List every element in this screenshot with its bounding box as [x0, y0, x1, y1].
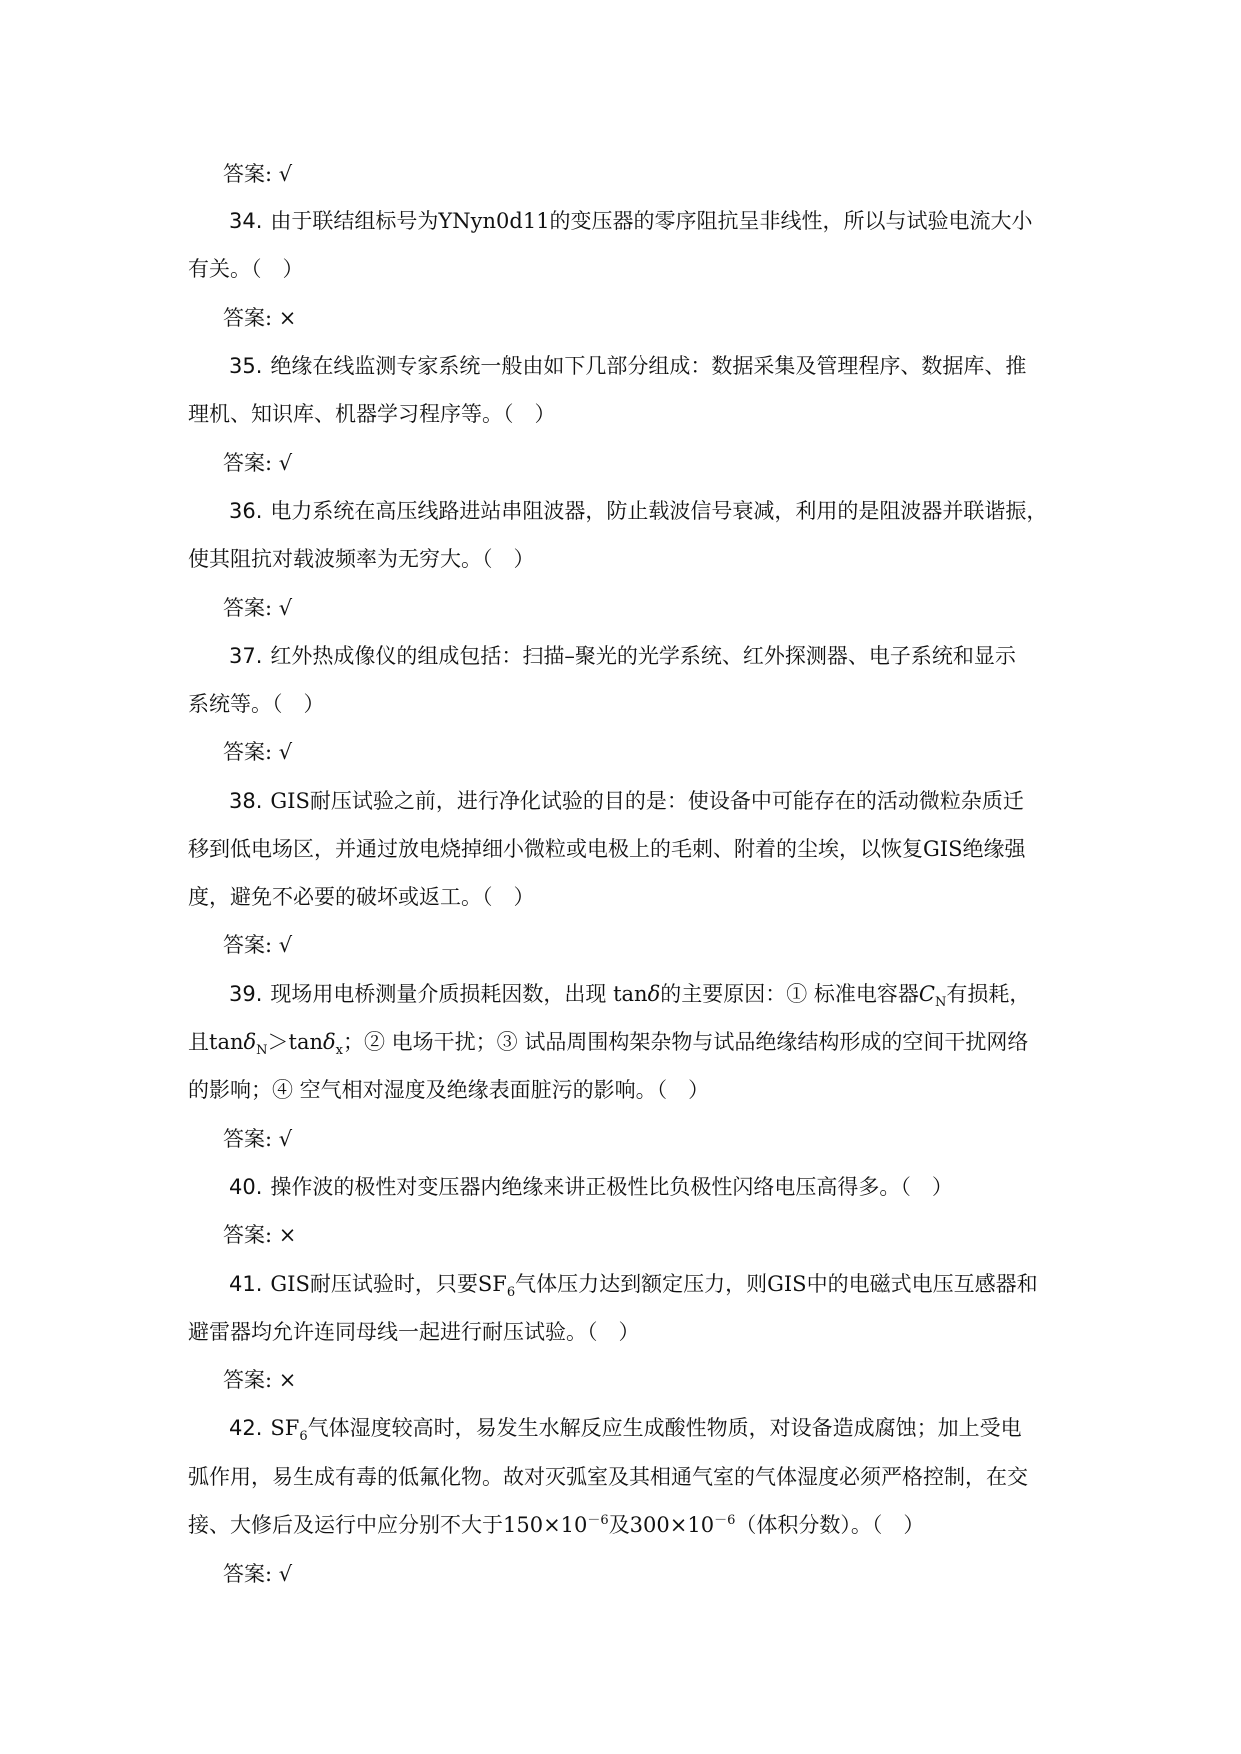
question-35-line-1 [229, 352, 1026, 380]
question-42-text-3c: 及300×10 [608, 1513, 715, 1537]
question-39-line-3: 的影响；④ 空气相对湿度及绝缘表面脏污的影响。（ ） [188, 1078, 710, 1102]
question-41-line-2: 避雷器均允许连同母线一起进行耐压试验。（ ） [188, 1320, 640, 1344]
question-39-text-2a: 且tan [188, 1030, 244, 1054]
question-39-number: 39. [229, 982, 263, 1006]
question-42-line-3 [188, 1511, 924, 1539]
answer-38: 答案: √ [223, 933, 293, 957]
question-36-line-1 [229, 497, 1047, 525]
question-42-line-1 [229, 1414, 1022, 1445]
question-39-n-subscript: N [256, 1043, 268, 1059]
question-37-line-1 [229, 642, 1016, 670]
question-40-number: 40. [229, 1175, 263, 1199]
question-41-number: 41. [229, 1272, 263, 1296]
question-39-delta-n: δ [243, 1030, 257, 1054]
question-39-text-1a: 现场用电桥测量介质损耗因数，出现 [270, 982, 607, 1006]
question-39-text-1g: 有损耗， [946, 982, 1031, 1006]
question-38-line-2: 移到低电场区，并通过放电烧掉细小微粒或电极上的毛刺、附着的尘埃，以恢复GIS绝缘强 [188, 837, 1026, 861]
question-39-line-1 [229, 980, 1031, 1011]
question-39-text-1d: 的主要原因：① 标准电容器 [660, 982, 919, 1006]
question-36-line-2: 使其阻抗对载波频率为无穷大。（ ） [188, 547, 535, 571]
question-40-text-1: 操作波的极性对变压器内绝缘来讲正极性比负极性闪络电压高得多。（ ） [270, 1175, 953, 1199]
question-36-number: 36. [229, 499, 263, 523]
question-41-sf6-subscript: 6 [506, 1285, 516, 1301]
question-39-line-2 [188, 1028, 1029, 1059]
question-34-text-1: 由于联结组标号为YNyn0d11的变压器的零序阻抗呈非线性，所以与试验电流大小 [270, 209, 1033, 233]
question-40-line-1 [229, 1173, 953, 1201]
question-42-text-1a: SF [270, 1416, 300, 1440]
question-38-line-3: 度，避免不必要的破坏或返工。（ ） [188, 885, 535, 909]
question-39-c-subscript: N [935, 995, 947, 1011]
question-42-sf6-subscript: 6 [299, 1429, 308, 1445]
question-42-text-3e: （体积分数）。（ ） [735, 1513, 925, 1537]
question-35-line-2: 理机、知识库、机器学习程序等。（ ） [188, 402, 556, 426]
question-39-c-symbol: C [918, 982, 935, 1006]
question-37-text-1: 红外热成像仪的组成包括：扫描–聚光的光学系统、红外探测器、电子系统和显示 [270, 644, 1016, 668]
question-37-number: 37. [229, 644, 263, 668]
question-38-line-1 [229, 787, 1024, 815]
question-42-exponent-2: －6 [714, 1513, 736, 1528]
answer-42: 答案: √ [223, 1562, 293, 1586]
question-34-number: 34. [229, 209, 263, 233]
question-42-exponent-1: －6 [587, 1513, 609, 1528]
question-41-line-1 [229, 1270, 1038, 1301]
question-35-text-1: 绝缘在线监测专家系统一般由如下几部分组成：数据采集及管理程序、数据库、推 [270, 354, 1027, 378]
question-37-line-2: 系统等。（ ） [188, 692, 325, 716]
answer-35: 答案: √ [223, 451, 293, 475]
question-39-text-2g: ；② 电场干扰；③ 试品周围构架杂物与试品绝缘结构形成的空间干扰网络 [343, 1030, 1029, 1054]
answer-34: 答案: × [223, 306, 297, 330]
question-41-text-1c: 气体压力达到额定压力，则GIS中的电磁式电压互感器和 [515, 1272, 1038, 1296]
question-42-text-3a: 接、大修后及运行中应分别不大于150×10 [188, 1513, 588, 1537]
question-39-tan: tan [613, 982, 648, 1006]
question-34-line-1 [229, 207, 1033, 235]
answer-41: 答案: × [223, 1368, 297, 1392]
question-38-number: 38. [229, 789, 263, 813]
question-39-x-subscript: x [335, 1043, 343, 1059]
question-42-line-2: 弧作用，易生成有毒的低氟化物。故对灭弧室及其相通气室的气体湿度必须严格控制，在交 [188, 1465, 1028, 1489]
answer-37: 答案: √ [223, 740, 293, 764]
question-39-delta: δ [647, 982, 661, 1006]
question-38-text-1: GIS耐压试验之前，进行净化试验的目的是：使设备中可能存在的活动微粒杂质迁 [270, 789, 1024, 813]
question-35-number: 35. [229, 354, 263, 378]
question-39-delta-x: δ [323, 1030, 336, 1054]
answer-36: 答案: √ [223, 596, 293, 620]
answer-40: 答案: × [223, 1223, 297, 1247]
answer-33: 答案: √ [223, 162, 293, 186]
question-42-number: 42. [229, 1416, 263, 1440]
question-36-text-1: 电力系统在高压线路进站串阻波器，防止载波信号衰减，利用的是阻波器并联谐振， [270, 499, 1048, 523]
question-39-text-2d: ＞tan [267, 1030, 323, 1054]
question-34-line-2: 有关。（ ） [188, 257, 304, 281]
question-42-text-1c: 气体湿度较高时，易发生水解反应生成酸性物质，对设备造成腐蚀；加上受电 [307, 1416, 1022, 1440]
question-41-text-1a: GIS耐压试验时，只要SF [270, 1272, 507, 1296]
answer-39: 答案: √ [223, 1127, 293, 1151]
